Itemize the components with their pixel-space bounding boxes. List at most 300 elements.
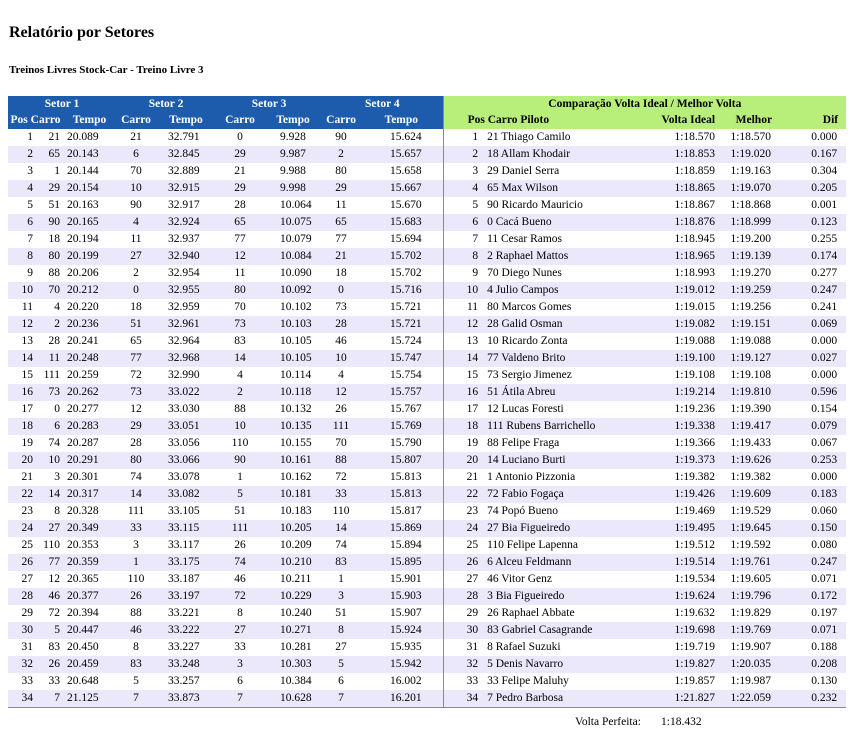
table-row	[8, 316, 846, 333]
table-row	[8, 401, 846, 418]
cell-dif: 0.247	[782, 554, 846, 571]
cell-cmp-pos: 22	[443, 486, 487, 503]
cell-carro-s4: 4	[338, 369, 344, 381]
volta-perfeita-label: Volta Perfeita:	[575, 716, 641, 728]
cell-dif: 0.183	[782, 486, 846, 503]
cell-carro-s1: 4	[54, 301, 60, 313]
table-row	[8, 571, 846, 588]
cell-carro-s3: 83	[234, 335, 246, 347]
col-carro-2: Carro	[116, 112, 156, 129]
table-row	[8, 231, 846, 248]
cell-tempo-s3: 10.303	[264, 656, 322, 673]
cell-cmp-carro-piloto: 0 Cacá Bueno	[487, 214, 648, 231]
table-row	[8, 690, 846, 708]
cell-pos: 17	[21, 403, 33, 415]
cell-cmp-pos: 4	[443, 180, 487, 197]
table-row	[8, 605, 846, 622]
cell-tempo-s2: 32.990	[168, 369, 200, 381]
cell-dif: 0.079	[782, 418, 846, 435]
cell-cmp-carro-piloto: 4 Julio Campos	[487, 282, 648, 299]
col-tempo-3: Tempo	[264, 112, 322, 129]
cell-carro-s1: 14	[36, 486, 63, 503]
cell-tempo-s2: 32.968	[156, 350, 216, 367]
col-carro-4: Carro	[322, 112, 360, 129]
table-row	[8, 656, 846, 673]
cell-pos: 19	[21, 437, 33, 449]
cell-carro-s2: 88	[130, 607, 142, 619]
col-dif: Dif	[782, 112, 846, 129]
cell-tempo-s1: 20.220	[67, 301, 99, 313]
cell-tempo-s3: 10.205	[264, 520, 322, 537]
cell-tempo-s4: 15.670	[390, 199, 422, 211]
cell-carro-s4: 110	[332, 505, 350, 517]
cell-carro-s4: 11	[335, 199, 347, 211]
cell-cmp-carro-piloto: 10 Ricardo Zonta	[487, 335, 568, 347]
cell-melhor: 1:19.108	[730, 369, 772, 381]
cell-cmp-carro-piloto: 33 Felipe Maluhy	[487, 675, 569, 687]
cell-tempo-s2: 33.022	[156, 384, 216, 401]
cell-cmp-pos: 21	[443, 469, 487, 486]
cell-cmp-pos: 33	[443, 673, 487, 690]
cell-tempo-s4: 15.721	[360, 316, 443, 333]
cell-pos: 6	[8, 214, 36, 231]
cell-dif: 0.596	[782, 384, 846, 401]
cell-carro-s3: 7	[216, 690, 264, 708]
table-row	[8, 418, 846, 435]
cell-volta-ideal: 1:18.867	[674, 199, 716, 211]
cell-carro-s3: 73	[216, 316, 264, 333]
cell-dif: 0.188	[811, 641, 838, 653]
cell-tempo-s4: 15.702	[390, 267, 422, 279]
cell-carro-s4: 5	[322, 656, 360, 673]
cell-carro-s4: 77	[335, 233, 347, 245]
cell-carro-s2: 72	[130, 369, 142, 381]
table-row	[8, 214, 846, 231]
cell-volta-ideal: 1:19.624	[648, 588, 715, 605]
cell-carro-s3: 0	[237, 131, 243, 143]
cell-cmp-carro-piloto: 26 Raphael Abbate	[487, 607, 575, 619]
cell-tempo-s3: 10.281	[280, 641, 312, 653]
cell-carro-s2: 77	[116, 350, 156, 367]
cell-tempo-s4: 15.683	[360, 214, 443, 231]
cell-pos: 20	[8, 452, 36, 469]
cell-carro-s2: 18	[130, 301, 142, 313]
cell-carro-s3: 46	[234, 573, 246, 585]
cell-carro-s3: 14	[216, 350, 264, 367]
cell-tempo-s2: 33.117	[168, 539, 200, 551]
cell-tempo-s3: 10.084	[264, 248, 322, 265]
cell-pos: 23	[21, 505, 33, 517]
cell-melhor: 1:19.020	[715, 146, 782, 163]
cell-carro-s1: 33	[48, 675, 60, 687]
cell-melhor: 1:19.139	[715, 248, 782, 265]
cell-pos: 27	[21, 573, 33, 585]
cell-melhor: 1:19.626	[715, 452, 782, 469]
cell-tempo-s3: 10.240	[280, 607, 312, 619]
cell-carro-s4: 2	[322, 146, 360, 163]
cell-tempo-s1: 20.143	[63, 146, 116, 163]
cell-carro-s3: 2	[216, 384, 264, 401]
cell-carro-s4: 3	[322, 588, 360, 605]
cell-carro-s1: 5	[36, 622, 63, 639]
cell-pos: 26	[8, 554, 36, 571]
cell-tempo-s2: 32.955	[156, 282, 216, 299]
cell-dif: 0.255	[811, 233, 838, 245]
cell-tempo-s3: 10.103	[264, 316, 322, 333]
cell-melhor: 1:19.270	[730, 267, 772, 279]
cell-pos: 4	[8, 180, 36, 197]
cell-tempo-s4: 15.747	[360, 350, 443, 367]
cell-tempo-s1: 20.353	[67, 539, 99, 551]
cell-dif: 0.069	[782, 316, 846, 333]
cell-tempo-s2: 33.051	[156, 418, 216, 435]
cell-tempo-s3: 10.092	[264, 282, 322, 299]
cell-carro-s1: 6	[36, 418, 63, 435]
report-title: Relatório por Setores	[9, 24, 155, 41]
cell-carro-s1: 21	[48, 131, 60, 143]
cell-cmp-carro-piloto: 72 Fabio Fogaça	[487, 486, 648, 503]
cell-carro-s3: 12	[216, 248, 264, 265]
cell-tempo-s4: 15.942	[360, 656, 443, 673]
cell-tempo-s1: 20.287	[67, 437, 99, 449]
cell-carro-s2: 21	[130, 131, 142, 143]
cell-tempo-s1: 20.194	[67, 233, 99, 245]
cell-melhor: 1:19.796	[715, 588, 782, 605]
table-row	[8, 197, 846, 214]
cell-cmp-carro-piloto: 110 Felipe Lapenna	[487, 539, 578, 551]
cell-carro-s1: 80	[36, 248, 63, 265]
cell-volta-ideal: 1:19.512	[674, 539, 716, 551]
cell-tempo-s1: 20.154	[63, 180, 116, 197]
cell-carro-s4: 46	[335, 335, 347, 347]
cell-pos: 12	[8, 316, 36, 333]
cell-pos: 3	[27, 165, 33, 177]
cell-tempo-s3: 10.075	[264, 214, 322, 231]
cell-carro-s4: 18	[335, 267, 347, 279]
header-setor-4: Setor 4	[322, 96, 443, 112]
cell-carro-s3: 65	[216, 214, 264, 231]
cell-carro-s2: 70	[130, 165, 142, 177]
cell-carro-s2: 5	[133, 675, 139, 687]
cell-cmp-carro-piloto: 8 Rafael Suzuki	[487, 641, 561, 653]
cell-cmp-pos: 10	[443, 282, 487, 299]
cell-dif: 0.001	[811, 199, 838, 211]
cell-cmp-carro-piloto: 2 Raphael Mattos	[487, 248, 648, 265]
cell-tempo-s3: 10.384	[280, 675, 312, 687]
cell-volta-ideal: 1:18.993	[674, 267, 716, 279]
cell-carro-s3: 5	[216, 486, 264, 503]
cell-tempo-s3: 10.209	[280, 539, 312, 551]
cell-tempo-s4: 15.724	[390, 335, 422, 347]
cell-cmp-carro-piloto: 11 Cesar Ramos	[487, 233, 563, 245]
cell-volta-ideal: 1:19.236	[674, 403, 716, 415]
cell-volta-ideal: 1:18.570	[674, 131, 716, 143]
cell-cmp-carro-piloto: 7 Pedro Barbosa	[487, 690, 648, 708]
table-row	[8, 520, 846, 537]
cell-tempo-s1: 20.089	[67, 131, 99, 143]
col-volta-ideal: Volta Ideal	[648, 112, 715, 129]
cell-carro-s1: 11	[36, 350, 63, 367]
cell-tempo-s4: 15.754	[390, 369, 422, 381]
cell-carro-s3: 111	[216, 520, 264, 537]
cell-cmp-pos: 16	[443, 384, 487, 401]
cell-tempo-s4: 15.721	[390, 301, 422, 313]
cell-cmp-pos: 27	[443, 571, 487, 588]
cell-tempo-s3: 10.155	[280, 437, 312, 449]
cell-dif: 0.154	[811, 403, 838, 415]
cell-tempo-s4: 15.624	[390, 131, 422, 143]
cell-carro-s1: 110	[43, 539, 60, 551]
table-row	[8, 588, 846, 605]
cell-tempo-s2: 32.940	[156, 248, 216, 265]
col-tempo-2: Tempo	[156, 112, 216, 129]
cell-melhor: 1:19.592	[730, 539, 772, 551]
cell-pos: 16	[8, 384, 36, 401]
cell-melhor: 1:19.810	[715, 384, 782, 401]
cell-tempo-s3: 9.998	[264, 180, 322, 197]
cell-tempo-s1: 20.377	[63, 588, 116, 605]
cell-cmp-pos: 29	[443, 605, 487, 622]
cell-dif: 0.197	[811, 607, 838, 619]
header-setor-1: Setor 1	[8, 96, 116, 112]
cell-volta-ideal: 1:19.012	[648, 282, 715, 299]
cell-carro-s3: 33	[234, 641, 246, 653]
cell-carro-s1: 65	[36, 146, 63, 163]
col-pos-carro-piloto: Pos Carro Piloto	[443, 112, 648, 129]
cell-volta-ideal: 1:18.876	[648, 214, 715, 231]
cell-cmp-carro-piloto: 77 Valdeno Brito	[487, 350, 648, 367]
cell-carro-s4: 80	[335, 165, 347, 177]
cell-tempo-s4: 15.895	[360, 554, 443, 571]
header-comparacao: Comparação Volta Ideal / Melhor Volta	[443, 96, 846, 112]
cell-cmp-pos: 28	[443, 588, 487, 605]
cell-pos: 21	[21, 471, 33, 483]
cell-cmp-pos: 1	[443, 129, 487, 146]
cell-pos: 30	[8, 622, 36, 639]
cell-carro-s4: 51	[335, 607, 347, 619]
cell-dif: 0.150	[782, 520, 846, 537]
cell-cmp-carro-piloto: 51 Átila Abreu	[487, 384, 648, 401]
cell-tempo-s2: 32.954	[168, 267, 200, 279]
cell-carro-s2: 1	[116, 554, 156, 571]
cell-dif: 0.000	[811, 335, 838, 347]
cell-carro-s4: 88	[322, 452, 360, 469]
cell-carro-s2: 10	[116, 180, 156, 197]
cell-tempo-s4: 15.757	[360, 384, 443, 401]
cell-tempo-s4: 15.658	[390, 165, 422, 177]
cell-cmp-pos: 14	[443, 350, 487, 367]
cell-tempo-s1: 20.277	[67, 403, 99, 415]
cell-cmp-pos: 9	[443, 265, 487, 282]
table-row	[8, 282, 846, 299]
cell-carro-s1: 77	[36, 554, 63, 571]
table-row	[8, 384, 846, 401]
cell-carro-s4: 90	[335, 131, 347, 143]
col-melhor: Melhor	[715, 112, 782, 129]
cell-pos: 25	[21, 539, 33, 551]
cell-pos: 31	[21, 641, 33, 653]
cell-carro-s2: 3	[133, 539, 139, 551]
cell-tempo-s4: 15.907	[390, 607, 422, 619]
cell-dif: 0.130	[811, 675, 838, 687]
cell-melhor: 1:19.529	[730, 505, 772, 517]
cell-tempo-s4: 15.901	[390, 573, 422, 585]
cell-melhor: 1:19.761	[715, 554, 782, 571]
cell-tempo-s2: 32.959	[168, 301, 200, 313]
cell-carro-s1: 12	[48, 573, 60, 585]
cell-tempo-s3: 10.161	[264, 452, 322, 469]
cell-carro-s4: 65	[322, 214, 360, 231]
cell-carro-s2: 51	[116, 316, 156, 333]
cell-carro-s2: 65	[130, 335, 142, 347]
cell-carro-s2: 28	[130, 437, 142, 449]
cell-carro-s3: 29	[216, 180, 264, 197]
cell-carro-s3: 6	[237, 675, 243, 687]
table-row	[8, 299, 846, 316]
cell-carro-s3: 1	[237, 471, 243, 483]
cell-cmp-pos: 17	[443, 401, 487, 418]
cell-carro-s3: 26	[234, 539, 246, 551]
cell-carro-s1: 46	[36, 588, 63, 605]
cell-tempo-s1: 20.365	[67, 573, 99, 585]
cell-carro-s1: 18	[48, 233, 60, 245]
cell-tempo-s1: 20.248	[63, 350, 116, 367]
cell-cmp-pos: 19	[443, 435, 487, 452]
cell-volta-ideal: 1:19.632	[674, 607, 716, 619]
cell-tempo-s2: 33.082	[156, 486, 216, 503]
cell-cmp-carro-piloto: 12 Lucas Foresti	[487, 403, 564, 415]
cell-cmp-carro-piloto: 14 Luciano Burti	[487, 452, 648, 469]
cell-carro-s2: 6	[116, 146, 156, 163]
table-row	[8, 350, 846, 367]
col-carro-3: Carro	[216, 112, 264, 129]
cell-dif: 0.027	[782, 350, 846, 367]
cell-tempo-s3: 10.118	[264, 384, 322, 401]
cell-cmp-carro-piloto: 18 Allam Khodair	[487, 146, 648, 163]
cell-carro-s3: 80	[216, 282, 264, 299]
cell-dif: 0.304	[811, 165, 838, 177]
cell-melhor: 1:19.907	[730, 641, 772, 653]
cell-cmp-carro-piloto: 3 Bia Figueiredo	[487, 588, 648, 605]
cell-volta-ideal: 1:19.338	[648, 418, 715, 435]
cell-tempo-s3: 9.928	[280, 131, 306, 143]
cell-pos: 1	[27, 131, 33, 143]
cell-tempo-s3: 10.162	[280, 471, 312, 483]
table-row	[8, 452, 846, 469]
cell-carro-s2: 90	[130, 199, 142, 211]
cell-carro-s4: 12	[322, 384, 360, 401]
cell-tempo-s2: 32.845	[156, 146, 216, 163]
cell-volta-ideal: 1:19.366	[674, 437, 716, 449]
cell-tempo-s2: 33.257	[168, 675, 200, 687]
cell-tempo-s2: 32.964	[168, 335, 200, 347]
cell-carro-s1: 74	[48, 437, 60, 449]
cell-dif: 0.205	[782, 180, 846, 197]
cell-carro-s3: 77	[234, 233, 246, 245]
cell-carro-s1: 10	[36, 452, 63, 469]
col-tempo-1: Tempo	[63, 112, 116, 129]
table-row	[8, 673, 846, 690]
cell-volta-ideal: 1:19.214	[648, 384, 715, 401]
cell-cmp-pos: 23	[443, 503, 487, 520]
cell-carro-s3: 10	[216, 418, 264, 435]
cell-pos: 9	[27, 267, 33, 279]
cell-volta-ideal: 1:19.514	[648, 554, 715, 571]
table-row	[8, 435, 846, 452]
cell-carro-s2: 2	[133, 267, 139, 279]
cell-pos: 33	[21, 675, 33, 687]
cell-cmp-carro-piloto: 27 Bia Figueiredo	[487, 520, 648, 537]
cell-tempo-s4: 15.694	[390, 233, 422, 245]
col-tempo-4: Tempo	[360, 112, 443, 129]
table-row	[8, 265, 846, 282]
cell-carro-s4: 70	[335, 437, 347, 449]
cell-carro-s2: 14	[116, 486, 156, 503]
cell-carro-s3: 74	[216, 554, 264, 571]
table-row	[8, 554, 846, 571]
cell-dif: 0.000	[811, 369, 838, 381]
table-row	[8, 503, 846, 520]
cell-dif: 0.253	[782, 452, 846, 469]
header-setor-3: Setor 3	[216, 96, 322, 112]
cell-volta-ideal: 1:19.857	[674, 675, 716, 687]
cell-cmp-carro-piloto: 6 Alceu Feldmann	[487, 554, 648, 571]
cell-tempo-s2: 33.115	[156, 520, 216, 537]
cell-pos: 5	[27, 199, 33, 211]
table-row	[8, 146, 846, 163]
cell-tempo-s4: 15.716	[360, 282, 443, 299]
cell-volta-ideal: 1:19.495	[648, 520, 715, 537]
cell-cmp-pos: 15	[443, 367, 487, 384]
cell-cmp-pos: 6	[443, 214, 487, 231]
cell-carro-s4: 1	[338, 573, 344, 585]
cell-tempo-s1: 20.241	[67, 335, 99, 347]
cell-pos: 24	[8, 520, 36, 537]
cell-tempo-s1: 20.450	[67, 641, 99, 653]
cell-melhor: 1:19.769	[715, 622, 782, 639]
cell-volta-ideal: 1:18.945	[674, 233, 716, 245]
cell-carro-s1: 1	[54, 165, 60, 177]
cell-carro-s1: 27	[36, 520, 63, 537]
cell-carro-s3: 3	[216, 656, 264, 673]
cell-dif: 0.071	[782, 622, 846, 639]
cell-cmp-carro-piloto: 74 Popó Bueno	[487, 505, 558, 517]
cell-melhor: 1:19.382	[730, 471, 772, 483]
cell-tempo-s3: 10.628	[264, 690, 322, 708]
cell-melhor: 1:18.868	[730, 199, 772, 211]
cell-cmp-carro-piloto: 65 Max Wilson	[487, 180, 648, 197]
cell-pos: 10	[8, 282, 36, 299]
cell-carro-s4: 21	[322, 248, 360, 265]
cell-cmp-pos: 7	[443, 231, 487, 248]
cell-melhor: 1:19.987	[730, 675, 772, 687]
cell-dif: 0.208	[782, 656, 846, 673]
cell-cmp-pos: 24	[443, 520, 487, 537]
cell-tempo-s2: 33.066	[156, 452, 216, 469]
cell-volta-ideal: 1:19.534	[674, 573, 716, 585]
cell-tempo-s3: 10.114	[280, 369, 312, 381]
cell-tempo-s4: 16.002	[390, 675, 422, 687]
cell-tempo-s2: 33.078	[168, 471, 200, 483]
cell-cmp-carro-piloto: 90 Ricardo Mauricio	[487, 199, 583, 211]
cell-carro-s3: 88	[234, 403, 246, 415]
cell-tempo-s2: 32.961	[156, 316, 216, 333]
cell-volta-ideal: 1:19.382	[674, 471, 716, 483]
table-row	[8, 639, 846, 656]
cell-carro-s4: 73	[335, 301, 347, 313]
cell-tempo-s4: 15.767	[390, 403, 422, 415]
cell-volta-ideal: 1:19.015	[674, 301, 716, 313]
